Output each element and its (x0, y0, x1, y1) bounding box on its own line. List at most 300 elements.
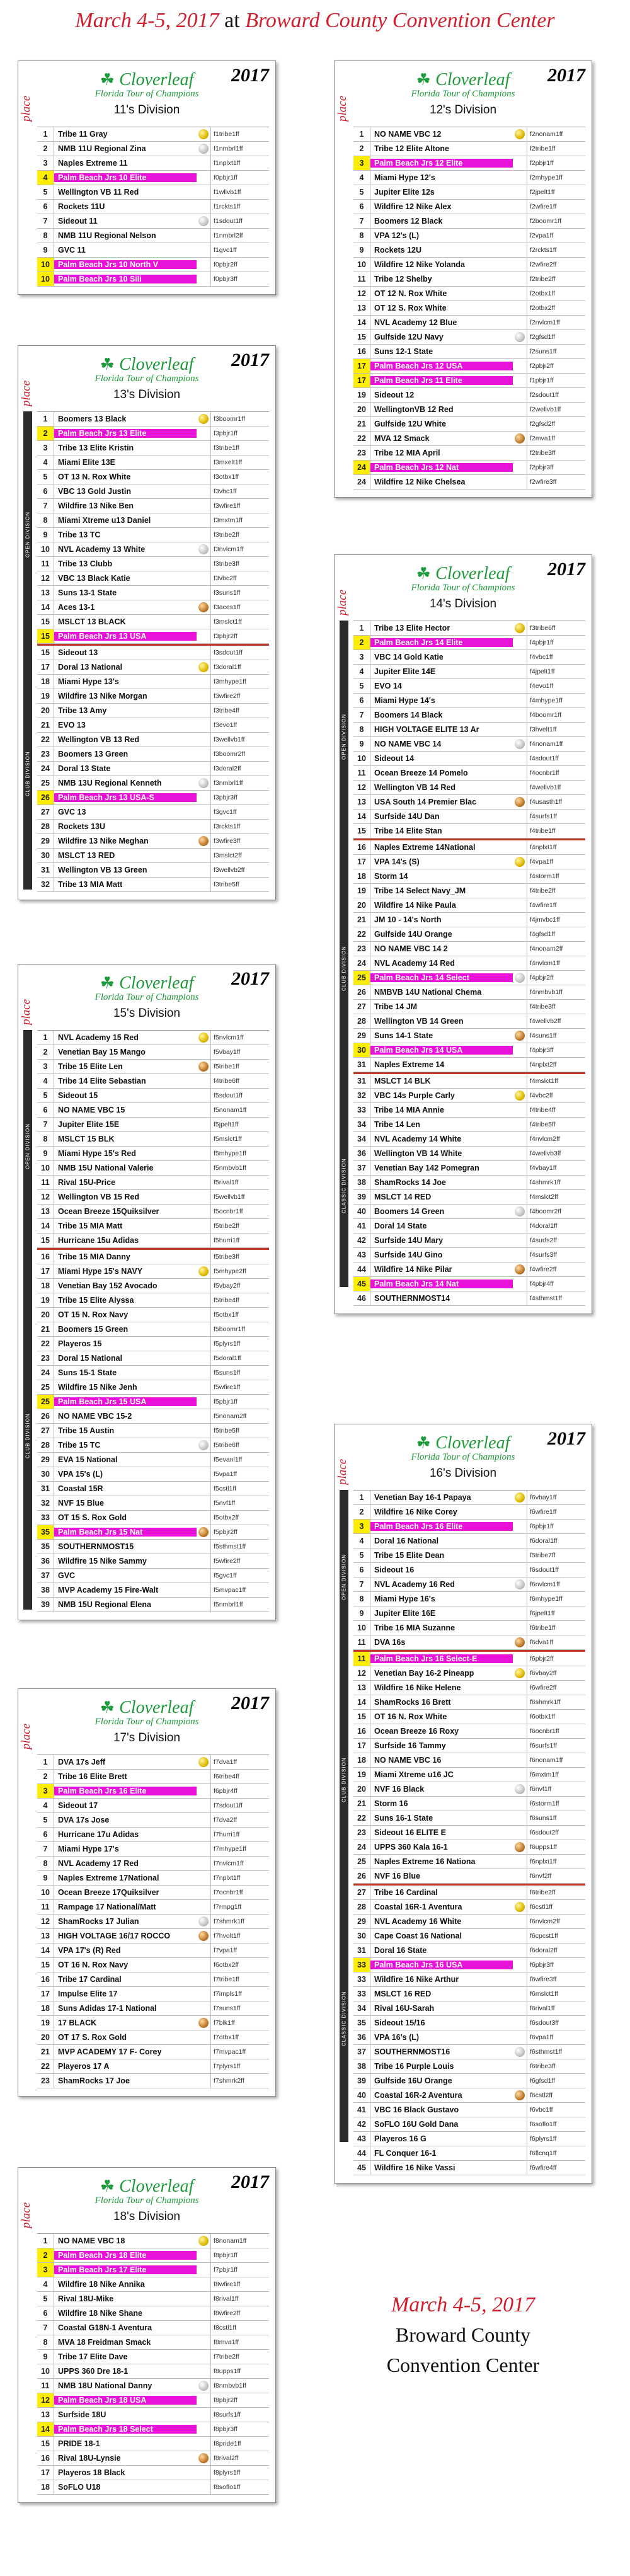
team-name: Miami Hype 14's (374, 696, 435, 705)
team-code: f5cstl1ff (210, 1482, 269, 1496)
team-name: HIGH VOLTAGE 16/17 ROCCO (58, 1932, 171, 1940)
standings-row (353, 679, 585, 694)
standings-row (353, 1262, 585, 1277)
place-number: 9 (37, 1147, 54, 1160)
standings-row (353, 388, 585, 403)
team-code: f4doral1ff (527, 1219, 585, 1233)
brand-subtitle: Florida Tour of Champions (94, 992, 199, 1002)
division-tier-tab: CLASSIC DIVISION (340, 1084, 348, 1287)
standings-row (37, 834, 269, 849)
place-number: 21 (37, 2045, 54, 2059)
team-code: f4vpa1ff (527, 855, 585, 869)
place-number: 17 (353, 374, 370, 387)
clover-icon: ☘ (416, 70, 436, 89)
team-name: Wildfire 13 Nike Morgan (58, 692, 147, 701)
bronze-medal-icon (198, 602, 209, 612)
team-name: ShamRocks 17 Joe (58, 2076, 130, 2085)
medal-cell (197, 1527, 210, 1537)
team-code: f3wfire3ff (210, 834, 269, 848)
standings-row (37, 1770, 269, 1784)
place-label: place (336, 1458, 349, 1485)
division-title: 16's Division (429, 1467, 497, 1480)
division-tier-tab: CLUB DIVISION (340, 1664, 348, 1896)
standings-row (353, 1900, 585, 1915)
brand-line (18, 70, 275, 90)
place-number: 22 (37, 1337, 54, 1351)
cloverleaf-logo (18, 1698, 275, 1745)
standings-row (37, 600, 269, 615)
team-code: f5nmbvb1ff (210, 1161, 269, 1175)
team-code: f8wfire1ff (210, 2277, 269, 2291)
team-name: SOUTHERNMOST16 (374, 2047, 450, 2056)
gold-medal-icon (198, 414, 209, 424)
standings-row (37, 646, 269, 660)
place-number: 18 (37, 2480, 54, 2494)
place-number: 3 (37, 2263, 54, 2277)
silver-medal-icon (515, 1784, 525, 1794)
place-number: 30 (37, 849, 54, 862)
place-number: 21 (353, 913, 370, 927)
place-number: 4 (353, 171, 370, 185)
standings-row (37, 718, 269, 733)
team-name: NO NAME VBC 14 (374, 740, 442, 748)
standings-row (37, 1322, 269, 1337)
brand-line (18, 355, 275, 375)
team-code: f3tribe5ff (210, 878, 269, 891)
place-number: 9 (353, 1606, 370, 1620)
place-number: 6 (353, 694, 370, 707)
team-code: f7hurri1ff (210, 1828, 269, 1841)
team-code: f7vpa1ff (210, 1943, 269, 1957)
team-code: f4vbay1ff (527, 1161, 585, 1175)
place-number: 16 (37, 2451, 54, 2465)
team-name: Hurricane 17u Adidas (58, 1830, 139, 1839)
team-name: Ocean Breeze 16 Roxy (374, 1727, 459, 1736)
standings-row (353, 1826, 585, 1840)
division-card-d13 (18, 345, 276, 900)
brand-line (18, 2177, 275, 2197)
place-number: 3 (37, 441, 54, 455)
team-code: f6pbjr3ff (527, 1958, 585, 1972)
place-number: 23 (353, 942, 370, 956)
team-code: f4ocnbr1ff (527, 766, 585, 780)
team-name: Tribe 17 Cardinal (58, 1975, 122, 1984)
place-number: 15 (37, 615, 54, 629)
silver-medal-icon (515, 332, 525, 342)
team-code: f6jpelt1ff (527, 1606, 585, 1620)
team-name: Palm Beach Jrs 10 North V (54, 260, 197, 269)
place-number: 7 (37, 2321, 54, 2335)
card-bottom-padding (18, 892, 275, 900)
place-number: 15 (37, 1234, 54, 1247)
standings-row (353, 985, 585, 1000)
standings-row (353, 1811, 585, 1826)
team-code: f4sthmst1ff (527, 1291, 585, 1305)
team-name: VPA 17's (R) Red (58, 1946, 121, 1955)
cloverleaf-logo (335, 1433, 592, 1480)
team-code: f8plyrs1ff (210, 2466, 269, 2480)
division-card-d16 (334, 1424, 592, 2184)
division-card-d17 (18, 1688, 276, 2097)
standings-row (353, 1291, 585, 1306)
standings-row (37, 470, 269, 484)
team-name: OT 15 N. Rox Navy (58, 1310, 129, 1319)
team-name: DVA 17s Jeff (58, 1758, 106, 1766)
place-number: 8 (37, 2335, 54, 2349)
event-footer (334, 2293, 592, 2378)
medal-cell (197, 2018, 210, 2028)
team-name: Wildfire 16 Nike Arthur (374, 1975, 459, 1984)
standings-row (353, 258, 585, 272)
team-code: f3aces1ff (210, 600, 269, 614)
place-number: 12 (37, 1190, 54, 1204)
team-code: f8pbjr2ff (210, 2393, 269, 2407)
team-name: VPA 15's (L) (58, 1470, 103, 1479)
team-name: NMBVB 14U National Chema (374, 988, 482, 997)
standings-row (37, 1161, 269, 1176)
team-code: f2jpelt1ff (527, 185, 585, 199)
place-number: 2 (37, 2248, 54, 2262)
team-name: Gulfside 16U Orange (374, 2076, 452, 2085)
place-number: 6 (37, 1103, 54, 1117)
medal-cell (513, 1091, 527, 1101)
place-number: 45 (353, 2161, 370, 2175)
standings-row (353, 475, 585, 489)
team-name: Venetian Bay 15 Mango (58, 1048, 146, 1056)
card-bottom-padding (335, 489, 592, 497)
team-code: f8cstl1ff (210, 2321, 269, 2335)
team-name: Boomers 13 Green (58, 750, 129, 758)
team-name: EVO 13 (58, 721, 86, 730)
team-code: f3rckts1ff (210, 820, 269, 833)
standings-row (37, 1074, 269, 1089)
team-code: f6wfire4ff (527, 2161, 585, 2175)
place-number: 9 (37, 528, 54, 542)
standings-row (353, 723, 585, 737)
team-name: NMB 18U National Danny (58, 2381, 152, 2390)
team-code: f6tribe1ff (527, 1621, 585, 1635)
standings-row (353, 1695, 585, 1710)
place-number: 3 (37, 156, 54, 170)
season-year: 2017 (231, 65, 269, 86)
team-code: f5mslct1ff (210, 1132, 269, 1146)
place-number: 18 (353, 1753, 370, 1767)
place-number: 10 (37, 1886, 54, 1899)
team-name: Palm Beach Jrs 14 Elite (370, 638, 513, 647)
team-name: Wildfire 15 Nike Jenh (58, 1383, 137, 1392)
medal-cell (513, 739, 527, 749)
team-name: Miami Hype 13's (58, 677, 119, 686)
bronze-medal-icon (515, 2090, 525, 2100)
standings-row (37, 2335, 269, 2350)
standings-row (37, 513, 269, 528)
standings-row (353, 810, 585, 824)
place-number: 19 (353, 388, 370, 402)
gold-medal-icon (515, 1492, 525, 1503)
team-code: f6otbx2ff (210, 1958, 269, 1972)
standings-row (353, 1058, 585, 1072)
team-name: Rival 18U-Lynsie (58, 2454, 121, 2463)
team-code: f7plyrs1ff (210, 2059, 269, 2073)
medal-cell (513, 332, 527, 342)
place-number: 35 (37, 1525, 54, 1539)
team-name: Suns 16-1 State (374, 1814, 433, 1823)
standings-row (353, 2132, 585, 2146)
standings-row (37, 1205, 269, 1219)
team-name: Naples Extreme 14National (374, 843, 476, 852)
division-card-d11 (18, 60, 276, 295)
team-code: f3nvlcm1ff (210, 542, 269, 556)
team-name: Tribe 13 Elite Kristin (58, 444, 134, 452)
team-name: Wellington VB 14 Red (374, 783, 455, 792)
division-tier-tab: CLUB DIVISION (340, 852, 348, 1084)
standings-table (37, 127, 269, 287)
bronze-medal-icon (515, 433, 525, 444)
standings-row (37, 1540, 269, 1554)
standings-row (37, 615, 269, 629)
standings-row (353, 1972, 585, 1987)
place-number: 8 (37, 1857, 54, 1870)
team-name: MVA 18 Freidman Smack (58, 2338, 151, 2347)
brand-name: Cloverleaf (119, 70, 194, 89)
place-number: 23 (37, 1351, 54, 1365)
team-code: f4surfs2ff (527, 1234, 585, 1247)
team-name: Tribe 12 Elite Altone (374, 144, 450, 153)
standings-row (37, 1045, 269, 1060)
clover-icon: ☘ (100, 973, 120, 992)
place-number: 5 (37, 1813, 54, 1827)
medal-cell (513, 1264, 527, 1274)
standings-row (37, 1915, 269, 1929)
place-number: 3 (37, 1060, 54, 1073)
cloverleaf-logo (18, 355, 275, 402)
team-code: f5suns1ff (210, 1366, 269, 1380)
standings-row (353, 752, 585, 766)
team-name: Palm Beach Jrs 14 Select (370, 973, 513, 982)
team-name: Tribe 13 TC (58, 530, 101, 539)
team-code: f5vbay2ff (210, 1279, 269, 1293)
team-name: Tribe 14 MIA Annie (374, 1106, 444, 1114)
clover-icon: ☘ (100, 2177, 120, 2195)
standings-row (353, 1014, 585, 1029)
team-name: Palm Beach Jrs 13 USA-S (54, 793, 197, 802)
team-name: Tribe 15 Elite Len (58, 1062, 123, 1071)
team-name: NVL Academy 15 Red (58, 1033, 139, 1042)
team-code: f0pbjr2ff (210, 258, 269, 272)
team-name: Tribe 14 Elite Sebastian (58, 1077, 146, 1085)
team-name: GVC 13 (58, 808, 86, 816)
team-name: NVF 16 Blue (374, 1872, 420, 1880)
standings-row (37, 1438, 269, 1453)
place-number: 24 (37, 762, 54, 776)
place-number: 15 (37, 1958, 54, 1972)
team-name: Palm Beach Jrs 15 USA (54, 1397, 197, 1406)
place-number: 1 (353, 1491, 370, 1504)
team-name: Sideout 11 (58, 217, 98, 226)
team-name: Palm Beach Jrs 12 Elite (370, 159, 513, 168)
team-name: NO NAME VBC 16 (374, 1756, 442, 1765)
team-code: f6doral2ff (527, 1943, 585, 1957)
team-name: Sideout 15/16 (374, 2018, 425, 2027)
place-number: 13 (353, 301, 370, 315)
place-number: 13 (37, 586, 54, 600)
team-code: f4pbjr4ff (527, 1277, 585, 1291)
team-name: Tribe 13 MIA Matt (58, 880, 123, 889)
team-name: WellingtonVB 12 Red (374, 405, 454, 414)
team-code: f3tribe3ff (210, 557, 269, 571)
team-code: f7shmrk2ff (210, 2074, 269, 2088)
team-code: f3pbjr3ff (210, 791, 269, 804)
place-number: 20 (353, 403, 370, 416)
cloverleaf-logo (18, 973, 275, 1021)
team-code: f5nvlcm1ff (210, 1031, 269, 1045)
place-number: 37 (353, 2045, 370, 2059)
standings-row (37, 1395, 269, 1409)
place-number: 14 (353, 810, 370, 823)
standings-row (353, 229, 585, 243)
bronze-medal-icon (198, 1527, 209, 1537)
team-code: f6nvf2ff (527, 1869, 585, 1883)
team-name: Wildfire 12 Nike Chelsea (374, 478, 466, 486)
place-number: 10 (353, 258, 370, 272)
team-code: f6gfsd1ff (527, 2074, 585, 2088)
place-number: 28 (353, 1900, 370, 1914)
place-number: 11 (37, 1176, 54, 1189)
team-code: f4boomr2ff (527, 1205, 585, 1218)
team-code: f4vbc1ff (527, 650, 585, 664)
standings-row (37, 1886, 269, 1900)
medal-cell (197, 1757, 210, 1767)
team-name: VBC 13 Black Katie (58, 574, 130, 583)
place-number: 28 (37, 1438, 54, 1452)
team-name: Palm Beach Jrs 16 Elite (54, 1787, 197, 1795)
team-code: f4boomr1ff (527, 708, 585, 722)
brand-name: Cloverleaf (119, 973, 194, 993)
team-name: Wildfire 13 Nike Meghan (58, 837, 149, 845)
team-name: Surfside 18U (58, 2410, 106, 2419)
team-code: f0pbjr3ff (210, 272, 269, 286)
team-name: Palm Beach Jrs 12 USA (370, 362, 513, 370)
team-code: f8soflo1ff (210, 2480, 269, 2494)
team-name: Venetian Bay 152 Avocado (58, 1281, 158, 1290)
team-name: Wildfire 13 Nike Ben (58, 501, 134, 510)
team-code: f3mhype1ff (210, 675, 269, 689)
team-name: Playeros 15 (58, 1339, 102, 1348)
standings-row (353, 824, 585, 839)
team-name: Wellington VB 13 Green (58, 866, 147, 874)
standings-row (353, 665, 585, 679)
team-code: f2otbx2ff (527, 301, 585, 315)
team-code: f4vbc2ff (527, 1089, 585, 1102)
team-name: VPA 14's (S) (374, 857, 420, 866)
place-number: 30 (353, 1929, 370, 1943)
place-number: 35 (353, 2016, 370, 2030)
standings-row (353, 2045, 585, 2059)
team-name: Surfside 14U Dan (374, 812, 440, 821)
team-name: Tribe 15 Elite Dean (374, 1551, 445, 1560)
gold-medal-icon (198, 1266, 209, 1276)
team-code: f2mva1ff (527, 432, 585, 445)
division-tier-tab: CLUB DIVISION (23, 658, 32, 890)
place-number: 27 (37, 1424, 54, 1438)
brand-name: Cloverleaf (119, 1698, 194, 1717)
team-code: f3tribe1ff (210, 441, 269, 455)
standings-row (37, 2277, 269, 2292)
place-number: 20 (353, 1782, 370, 1796)
team-code: f6sdout1ff (527, 1563, 585, 1577)
place-number: 24 (353, 461, 370, 474)
team-code: f4jmvbc1ff (527, 913, 585, 927)
team-code: f8surfs1ff (210, 2408, 269, 2422)
brand-name: Cloverleaf (119, 355, 194, 374)
standings-row (37, 142, 269, 156)
standings-row (353, 956, 585, 971)
team-name: Wildfire 16 Nike Vassi (374, 2163, 455, 2172)
place-number: 10 (37, 542, 54, 556)
team-code: f5tribe4ff (210, 1293, 269, 1307)
team-name: NO NAME VBC 14 2 (374, 944, 448, 953)
clover-icon: ☘ (416, 564, 436, 583)
place-number: 25 (37, 776, 54, 790)
medal-cell (197, 414, 210, 424)
team-code: f3vbc1ff (210, 484, 269, 498)
place-number: 14 (37, 600, 54, 614)
gold-medal-icon (198, 662, 209, 672)
place-number: 27 (37, 805, 54, 819)
team-code: f4wellvb2ff (527, 1014, 585, 1028)
team-name: Jupiter Elite 16E (374, 1609, 436, 1618)
team-name: Wildfire 18 Nike Shane (58, 2309, 142, 2318)
standings-row (37, 1351, 269, 1366)
team-code: f4wfire2ff (527, 1262, 585, 1276)
team-name: Miami Xtreme u13 Daniel (58, 516, 151, 525)
bronze-medal-icon (515, 1264, 525, 1274)
standings-row (37, 1234, 269, 1248)
standings-row (353, 2030, 585, 2045)
standings-row (353, 737, 585, 752)
place-number: 7 (37, 1118, 54, 1131)
standings-row (353, 2088, 585, 2103)
team-name: Naples Extreme 11 (58, 159, 128, 168)
standings-row (353, 1886, 585, 1900)
team-code: f6vbc1ff (527, 2103, 585, 2117)
team-code: f8pride1ff (210, 2437, 269, 2451)
standings-row (37, 1060, 269, 1074)
team-code: f4usasth1ff (527, 795, 585, 809)
team-name: Palm Beach Jrs 17 Elite (54, 2265, 197, 2274)
team-name: Naples Extreme 16 Nationa (374, 1857, 476, 1866)
standings-row (37, 1496, 269, 1511)
team-code: f3mxtm1ff (210, 513, 269, 527)
place-number: 33 (353, 1972, 370, 1986)
place-number: 33 (37, 1511, 54, 1525)
silver-medal-icon (515, 739, 525, 749)
place-number: 7 (37, 214, 54, 228)
bronze-medal-icon (198, 1931, 209, 1941)
standings-table (37, 1755, 269, 2088)
standings-row (37, 1554, 269, 1569)
standings-row (353, 1234, 585, 1248)
standings-row (37, 1424, 269, 1438)
standings-row (37, 675, 269, 689)
standings-row (37, 1842, 269, 1857)
medal-cell (197, 144, 210, 154)
team-name: Coastal 15R (58, 1484, 103, 1493)
place-number: 31 (37, 863, 54, 877)
cloverleaf-logo (18, 2177, 275, 2224)
place-number: 14 (353, 316, 370, 329)
standings-row (37, 2234, 269, 2248)
